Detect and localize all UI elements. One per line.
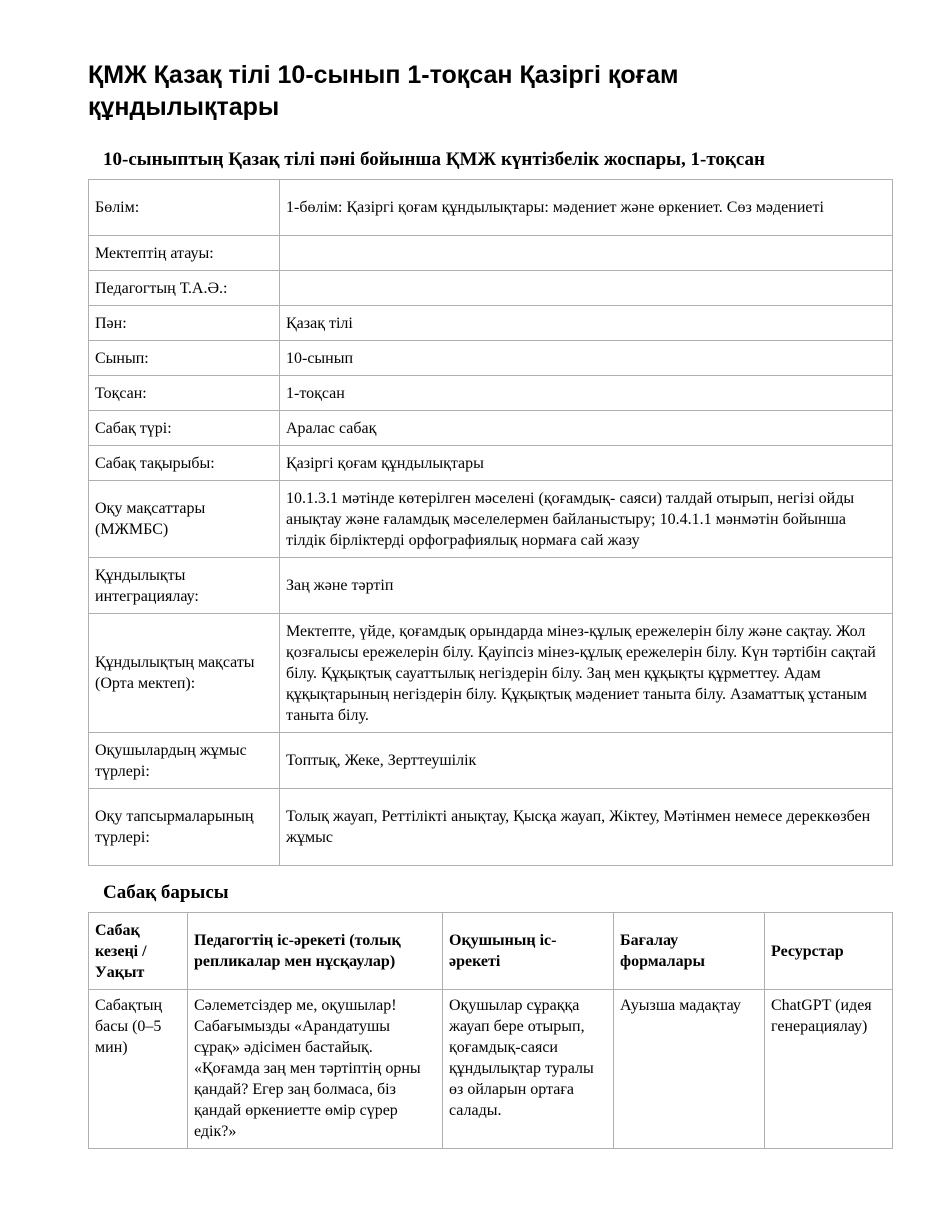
info-value: Қазіргі қоғам құндылықтары xyxy=(280,446,893,481)
document-title: ҚМЖ Қазақ тілі 10-сынып 1-тоқсан Қазіргі қоғам құндылықтары xyxy=(88,61,679,121)
info-label: Сынып: xyxy=(89,341,280,376)
info-label: Педагогтың Т.А.Ә.: xyxy=(89,271,280,306)
info-value: 10-сынып xyxy=(280,341,893,376)
table-header-row xyxy=(89,913,893,990)
table-row xyxy=(89,558,893,614)
column-header-student-activity: Оқушының іс-әрекеті xyxy=(443,913,614,990)
column-header-teacher-activity: Педагогтің іс-әрекеті (толық репликалар мен нұсқаулар) xyxy=(188,913,443,990)
info-label: Сабақ түрі: xyxy=(89,411,280,446)
table-row xyxy=(89,341,893,376)
table-row xyxy=(89,236,893,271)
stage-cell: Сабақтың басы (0–5 мин) xyxy=(89,990,188,1149)
resources-cell: ChatGPT (идея генерациялау) xyxy=(765,990,893,1149)
info-value: 10.1.3.1 мәтінде көтерілген мәселені (қоғамдық- саяси) талдай отырып, негізі ойды анықтау және ғаламдық мәселелермен байланыстыру; 10.4.1.1 мәнмәтін бойынша тілдік бірліктерді орфографиялық нормаға сай жазу xyxy=(280,481,893,558)
table-row xyxy=(89,789,893,866)
info-label: Оқу мақсаттары (МЖМБС) xyxy=(89,481,280,558)
table-row xyxy=(89,180,893,236)
student-activity-cell: Оқушылар сұраққа жауап бере отырып, қоғамдық-саяси құндылықтар туралы өз ойларын ортаға салады. xyxy=(443,990,614,1149)
plan-heading: 10-сыныптың Қазақ тілі пәні бойынша ҚМЖ күнтізбелік жоспары, 1-тоқсан xyxy=(103,149,765,170)
info-label: Құндылықты интеграциялау: xyxy=(89,558,280,614)
lesson-flow-table xyxy=(88,912,893,1149)
table-row xyxy=(89,306,893,341)
info-value: Аралас сабақ xyxy=(280,411,893,446)
info-value: Қазақ тілі xyxy=(280,306,893,341)
info-label: Мектептің атауы: xyxy=(89,236,280,271)
info-value: Топтық, Жеке, Зерттеушілік xyxy=(280,733,893,789)
table-row xyxy=(89,411,893,446)
assessment-cell: Ауызша мадақтау xyxy=(614,990,765,1149)
info-label: Пән: xyxy=(89,306,280,341)
table-row xyxy=(89,990,893,1149)
table-row xyxy=(89,614,893,733)
info-value xyxy=(280,271,893,306)
column-header-stage: Сабақ кезеңі / Уақыт xyxy=(89,913,188,990)
info-label: Оқушылардың жұмыс түрлері: xyxy=(89,733,280,789)
lesson-flow-heading: Сабақ барысы xyxy=(103,882,229,903)
table-row xyxy=(89,446,893,481)
teacher-activity-cell: Сәлеметсіздер ме, оқушылар! Сабағымызды «Арандатушы сұрақ» әдісімен бастайық. «Қоғамда заң мен тәртіптің орны қандай? Егер заң болмаса, біз қандай өркениетте өмір сүрер едік?» xyxy=(188,990,443,1149)
info-value: 1-тоқсан xyxy=(280,376,893,411)
info-label: Оқу тапсырмаларының түрлері: xyxy=(89,789,280,866)
table-row xyxy=(89,376,893,411)
info-label: Сабақ тақырыбы: xyxy=(89,446,280,481)
table-row xyxy=(89,481,893,558)
table-row xyxy=(89,733,893,789)
column-header-resources: Ресурстар xyxy=(765,913,893,990)
info-value: Заң және тәртіп xyxy=(280,558,893,614)
info-value: Мектепте, үйде, қоғамдық орындарда мінез-құлық ережелерін білу және сақтау. Жол қозғалысы ережелерін білу. Қауіпсіз мінез-құлық ережелерін білу. Күн тәртібін сақтай білу. Құқықтық сауаттылық негіздерін білу. Заң мен құқықты құрметтеу. Адам құқықтарының негіздерін білу. Құқықтық мәдениет таныта білу. Азаматтық ұстаным таныта білу. xyxy=(280,614,893,733)
info-value: Толық жауап, Реттілікті анықтау, Қысқа жауап, Жіктеу, Мәтінмен немесе дереккөзбен жұмыс xyxy=(280,789,893,866)
info-value: 1-бөлім: Қазіргі қоғам құндылықтары: мәдениет және өркениет. Сөз мәдениеті xyxy=(280,180,893,236)
lesson-info-table xyxy=(88,179,893,866)
column-header-assessment: Бағалау формалары xyxy=(614,913,765,990)
info-label: Бөлім: xyxy=(89,180,280,236)
info-value xyxy=(280,236,893,271)
table-row xyxy=(89,271,893,306)
info-label: Тоқсан: xyxy=(89,376,280,411)
info-label: Құндылықтың мақсаты (Орта мектеп): xyxy=(89,614,280,733)
